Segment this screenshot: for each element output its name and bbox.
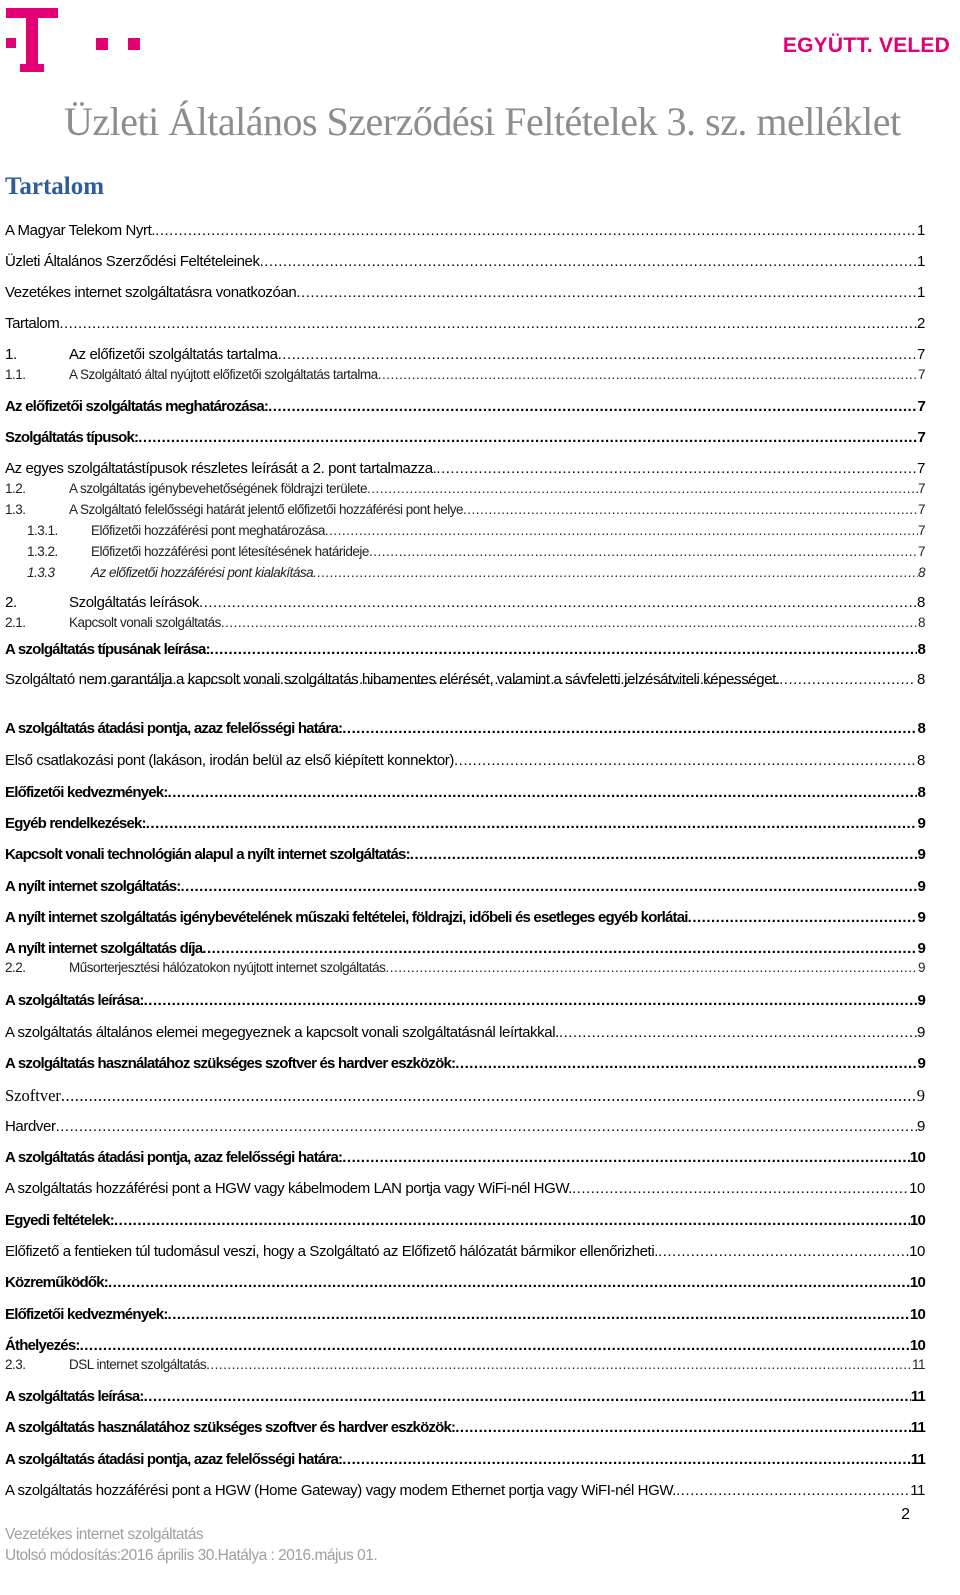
document-title: Üzleti Általános Szerződési Feltételek 3. sz. melléklet [64,99,901,144]
toc-entry-dots [114,1212,910,1230]
toc-entry-dots [108,1274,910,1292]
toc-entry-text: Vezetékes internet szolgáltatásra vonatkozóan [5,284,297,301]
toc-entry-text: A szolgáltatás használatához szükséges szoftver és hardver eszközök: [5,1419,456,1436]
toc-entry-text: A szolgáltatás hozzáférési pont a HGW vagy kábelmodem LAN portja vagy WiFi-nél HGW. [5,1180,573,1197]
toc-entry[interactable] [5,502,925,518]
toc-entry-dots [559,1024,917,1042]
toc-entry-dots [61,1086,917,1106]
toc-entry-text: Előfizetői kedvezmények: [5,1306,168,1323]
toc-entry-dots [676,1482,910,1500]
toc-entry-text: Előfizetői hozzáférési pont létesítésének határideje [91,544,369,559]
toc-entry-page: 11 [910,1482,925,1499]
toc-entry-dots [210,641,918,659]
toc-entry-dots [410,846,918,864]
toc-entry-text: A Szolgáltató felelősségi határát jelentő előfizetői hozzáférési pont helye [69,502,464,517]
toc-entry-text: Előfizető a fentieken túl tudomásul veszi, hogy a Szolgáltató az Előfizető hálózatát bármikor ellenőrizheti. [5,1243,659,1260]
toc-entry-text: Szolgáltatás leírások [69,594,200,611]
toc-entry-text: Szolgáltató nem garantálja a kapcsolt vonali szolgáltatás hibamentes elérését, valamint a sávfeletti jelzésátviteli képességet. [5,671,780,688]
toc-entry-text: A szolgáltatás leírása: [5,1388,144,1405]
toc-entry-page: 1 [917,222,925,239]
toc-entry[interactable] [5,398,925,416]
toc-entry-page: 8 [917,565,925,580]
toc-entry-text: A szolgáltatás használatához szükséges szoftver és hardver eszközök: [5,1055,456,1072]
toc-entry-dots [688,909,918,927]
toc-entry-text: DSL internet szolgáltatás [69,1357,207,1372]
toc-entry-text: Az előfizetői hozzáférési pont kialakítása [91,565,314,580]
toc-entry[interactable] [5,752,925,770]
toc-entry-page: 7 [917,523,925,538]
toc-entry-page: 10 [909,1149,925,1166]
toc-entry-number: 1.3.3 [27,565,55,580]
toc-entry-text: A szolgáltatás átadási pontja, azaz felelősségi határa: [5,1451,343,1468]
toc-entry[interactable] [5,481,925,497]
toc-entry[interactable] [5,1086,925,1106]
toc-entry-text: A szolgáltatás átadási pontja, azaz felelősségi határa: [5,1149,343,1166]
toc-entry[interactable] [5,565,925,581]
toc-entry[interactable] [5,1180,925,1198]
toc-entry-text: Üzleti Általános Szerződési Feltételeinek [5,253,260,270]
toc-entry-dots [93,671,913,689]
toc-entry-number: 1.1. [5,367,26,382]
toc-entry-dots [268,398,917,416]
toc-entry-dots [313,565,918,581]
toc-entry-text: Szoftver [5,1086,61,1105]
toc-entry-dots [658,1243,909,1261]
toc-entry-number: 2.1. [5,615,26,630]
toc-entry-text: Az előfizetői szolgáltatás meghatározása: [5,398,269,415]
toc-entry-page: 1 [917,284,925,301]
toc-entry[interactable] [5,720,925,738]
toc-entry[interactable] [5,641,925,659]
toc-entry[interactable] [5,367,925,383]
toc-entry-text: Műsorterjesztési hálózatokon nyújtott internet szolgáltatás [69,960,386,975]
toc-entry-text: A szolgáltatás általános elemei megegyeznek a kapcsolt vonali szolgáltatásnál leírtakkal. [5,1024,559,1041]
toc-entry[interactable] [5,284,925,302]
toc-entry-page: 11 [910,1419,925,1436]
toc-entry[interactable] [5,846,925,864]
toc-entry[interactable] [5,1212,925,1230]
toc-entry[interactable] [5,671,925,689]
toc-entry[interactable] [5,315,925,333]
toc-entry-text: A szolgáltatás hozzáférési pont a HGW (Home Gateway) vagy modem Ethernet portja vagy WiFI-nél HGW. [5,1482,677,1499]
toc-entry[interactable] [5,1149,925,1167]
toc-entry-text: A szolgáltatás átadási pontja, azaz felelősségi határa: [5,720,343,737]
toc-entry-page: 9 [917,960,925,975]
toc-entry-dots [367,481,918,497]
toc-entry-dots [168,784,918,802]
toc-entry-dots [436,460,917,478]
footer-modified: Utolsó módosítás:2016 április 30.Hatálya : 2016.május 01. [5,1547,378,1564]
toc-entry-page: 10 [909,1274,925,1291]
toc-entry-page: 7 [917,346,925,363]
toc-entry-dots [463,502,918,518]
toc-entry[interactable] [5,615,925,631]
toc-entry-dots [278,346,917,364]
toc-entry-page: 11 [911,1357,925,1372]
toc-entry-text: A szolgáltatás igénybevehetőségének földrajzi területe [69,481,367,496]
toc-entry-page: 7 [917,544,925,559]
telekom-logo [6,8,146,74]
toc-entry[interactable] [5,1274,925,1292]
toc-entry-page: 8 [917,594,925,611]
toc-entry-dots [180,878,917,896]
toc-entry[interactable] [5,909,925,927]
toc-entry-dots [342,1451,911,1469]
toc-entry-page: 7 [917,367,925,382]
toc-entry-number: 2. [5,594,17,611]
toc-entry[interactable] [5,1357,925,1373]
toc-entry-page: 7 [917,429,925,446]
toc-entry-page: 10 [909,1306,925,1323]
toc-entry-text: Az egyes szolgáltatástípusok részletes leírását a 2. pont tartalmazza. [5,460,437,477]
toc-entry-text: Egyéb rendelkezések: [5,815,146,832]
toc-entry[interactable] [5,878,925,896]
toc-entry-page: 2 [917,315,925,332]
toc-entry-page: 11 [910,1451,925,1468]
toc-entry-dots [168,1306,910,1324]
toc-entry-text: Kapcsolt vonali technológián alapul a nyílt internet szolgáltatás: [5,846,410,863]
toc-entry-text: Előfizetői hozzáférési pont meghatározása [91,523,325,538]
toc-entry-number: 1.3.1. [27,523,58,538]
toc-entry-page: 7 [917,398,925,415]
toc-entry[interactable] [5,1451,925,1469]
page-number: 2 [901,1506,910,1523]
toc-entry[interactable] [5,1388,925,1406]
toc-entry[interactable] [5,1118,925,1136]
toc-entry[interactable] [5,594,925,612]
logo-t-stem [26,8,38,70]
toc-entry-text: A szolgáltatás leírása: [5,992,144,1009]
toc-entry-dots [378,367,918,383]
toc-entry-page: 7 [917,460,925,477]
toc-entry-dots [206,1357,912,1373]
brand-slogan: EGYÜTT. VELED [782,34,950,57]
toc-entry-page: 8 [917,784,925,801]
toc-entry-dots [202,940,917,958]
toc-heading: Tartalom [5,173,105,200]
toc-entry-text: Szolgáltatás típusok: [5,429,139,446]
toc-entry[interactable] [5,784,925,802]
toc-entry-page: 9 [917,992,925,1009]
toc-entry[interactable] [5,1055,925,1073]
toc-entry-number: 1.3.2. [27,544,58,559]
toc-entry-number: 1. [5,346,17,363]
toc-entry-number: 1.3. [5,502,26,517]
toc-entry[interactable] [5,960,925,976]
toc-entry-page: 8 [917,671,925,688]
toc-entry[interactable] [5,346,925,364]
toc-entry[interactable] [5,222,925,240]
toc-entry[interactable] [5,1306,925,1324]
toc-entry-page: 9 [917,940,925,957]
toc-entry-page: 10 [909,1337,925,1354]
toc-entry[interactable] [5,1337,925,1355]
toc-entry-page: 7 [917,502,925,517]
toc-entry-dots [155,222,917,240]
toc-entry-page: 9 [917,909,925,926]
toc-entry-dots [342,720,917,738]
toc-entry-dots [146,815,918,833]
toc-entry[interactable] [5,429,925,447]
toc-entry-dots [80,1337,910,1355]
toc-entry-text: Első csatlakozási pont (lakáson, irodán belül az első kiépített konnektor) [5,752,454,769]
toc-entry-page: 7 [917,481,925,496]
toc-entry-dots [342,1149,910,1167]
toc-entry-dots [385,960,918,976]
toc-entry-page: 9 [917,846,925,863]
toc-entry-dots [260,253,917,271]
logo-dot-2 [96,38,108,50]
logo-dot-3 [128,38,140,50]
toc-entry-text: Hardver [5,1118,56,1135]
toc-entry-page: 8 [917,615,925,630]
toc-entry-dots [325,523,918,539]
toc-entry-dots [221,615,918,631]
toc-entry-dots [455,1055,917,1073]
toc-entry[interactable] [5,992,925,1010]
toc-entry-text: Egyedi feltételek: [5,1212,114,1229]
toc-entry-dots [144,992,918,1010]
toc-entry-page: 10 [909,1243,925,1260]
toc-entry[interactable] [5,523,925,539]
toc-entry-page: 11 [910,1388,925,1405]
toc-entry-number: 1.2. [5,481,26,496]
toc-entry-dots [369,544,918,560]
toc-entry-page: 9 [917,1118,925,1135]
toc-entry[interactable] [5,815,925,833]
toc-entry[interactable] [5,1243,925,1261]
toc-entry[interactable] [5,253,925,271]
toc-entry-text: Áthelyezés: [5,1337,80,1354]
toc-entry-number: 2.3. [5,1357,26,1372]
toc-entry-page: 8 [917,752,925,769]
toc-entry-page: 9 [917,878,925,895]
logo-t-foot [20,64,44,72]
toc-entry-dots [56,1118,917,1136]
toc-entry-dots [454,752,917,770]
toc-entry-dots [199,594,917,612]
toc-entry-text: A szolgáltatás típusának leírása: [5,641,210,658]
toc-entry-page: 9 [917,815,925,832]
toc-entry-text: Tartalom [5,315,60,332]
toc-entry-dots [455,1419,911,1437]
toc-entry-dots [572,1180,909,1198]
toc-entry-page: 9 [916,1086,925,1105]
toc-entry-dots [138,429,917,447]
toc-entry-dots [144,1388,911,1406]
toc-entry-page: 10 [909,1180,925,1197]
toc-entry-page: 1 [917,253,925,270]
toc-entry-text: A Szolgáltató által nyújtott előfizetői szolgáltatás tartalma [69,367,378,382]
toc-entry[interactable] [5,544,925,560]
toc-entry-text: A nyílt internet szolgáltatás díja [5,940,203,957]
toc-entry-number: 2.2. [5,960,26,975]
toc-entry[interactable] [5,940,925,958]
toc-entry[interactable] [5,1024,925,1042]
toc-entry-text: A nyílt internet szolgáltatás: [5,878,181,895]
toc-entry-text: A Magyar Telekom Nyrt. [5,222,156,239]
toc-entry-page: 8 [917,641,925,658]
toc-entry-text: A nyílt internet szolgáltatás igénybevételének műszaki feltételei, földrajzi, időbeli és esetleges egyéb korlátai [5,909,688,926]
logo-dot-1 [6,38,16,48]
toc-entry-text: Az előfizetői szolgáltatás tartalma [69,346,278,363]
toc-entry-page: 9 [917,1024,925,1041]
footer-service: Vezetékes internet szolgáltatás [5,1526,204,1543]
toc-entry-text: Közreműködők: [5,1274,108,1291]
toc-entry-page: 10 [909,1212,925,1229]
toc-entry[interactable] [5,1482,925,1500]
toc-entry-page: 9 [917,1055,925,1072]
toc-entry-page: 8 [917,720,925,737]
toc-entry-text: Előfizetői kedvezmények: [5,784,168,801]
toc-entry-text: Kapcsolt vonali szolgáltatás [69,615,221,630]
toc-entry-dots [296,284,917,302]
toc-entry[interactable] [5,1419,925,1437]
toc-entry[interactable] [5,460,925,478]
toc-entry-dots [59,315,917,333]
